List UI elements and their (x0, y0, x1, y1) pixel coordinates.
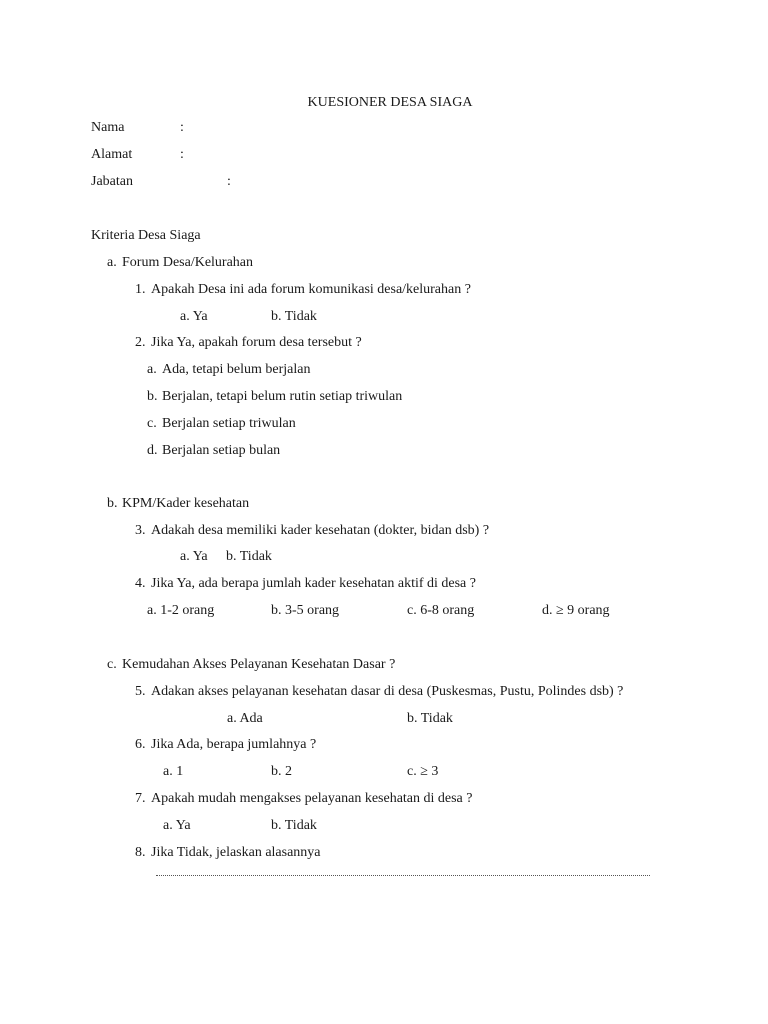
q2-option-c: Berjalan setiap triwulan (162, 416, 296, 431)
question-5-number: 5. (135, 684, 146, 699)
q2-option-d: Berjalan setiap bulan (162, 443, 281, 458)
q5-option-b: b. Tidak (407, 711, 453, 726)
question-3-number: 3. (135, 523, 146, 538)
q3-option-a: a. Ya (180, 549, 208, 564)
q1-option-a: a. Ya (180, 309, 208, 324)
label-nama: Nama (91, 120, 125, 135)
q3-option-b: b. Tidak (226, 549, 272, 564)
q4-option-c: c. 6-8 orang (407, 603, 475, 618)
colon-alamat: : (180, 147, 184, 162)
q5-option-a: a. Ada (227, 711, 263, 726)
question-4-text: Jika Ya, ada berapa jumlah kader kesehatan aktif di desa ? (151, 576, 476, 591)
question-1-number: 1. (135, 282, 146, 297)
page-title: KUESIONER DESA SIAGA (307, 95, 473, 110)
section-b-title: KPM/Kader kesehatan (122, 496, 250, 511)
q6-option-c: c. ≥ 3 (407, 764, 439, 779)
label-jabatan: Jabatan (91, 174, 133, 189)
q2-option-c-letter: c. (147, 416, 157, 431)
question-8-number: 8. (135, 845, 146, 860)
section-b-letter: b. (107, 496, 118, 511)
section-a-letter: a. (107, 255, 117, 270)
question-5-text: Adakan akses pelayanan kesehatan dasar di desa (Puskesmas, Pustu, Polindes dsb) ? (151, 684, 624, 699)
q6-option-b: b. 2 (271, 764, 292, 779)
section-a-title: Forum Desa/Kelurahan (122, 255, 254, 270)
q2-option-b: Berjalan, tetapi belum rutin setiap triwulan (162, 389, 403, 404)
q7-option-a: a. Ya (163, 818, 191, 833)
q4-option-a: a. 1-2 orang (147, 603, 215, 618)
q6-option-a: a. 1 (163, 764, 184, 779)
colon-jabatan: : (227, 174, 231, 189)
q2-option-d-letter: d. (147, 443, 158, 458)
colon-nama: : (180, 120, 184, 135)
q4-option-d: d. ≥ 9 orang (542, 603, 610, 618)
question-6-number: 6. (135, 737, 146, 752)
q2-option-a: Ada, tetapi belum berjalan (162, 362, 311, 377)
q4-option-b: b. 3-5 orang (271, 603, 340, 618)
question-1-text: Apakah Desa ini ada forum komunikasi desa/kelurahan ? (151, 282, 471, 297)
criteria-heading: Kriteria Desa Siaga (91, 228, 201, 243)
question-8-text: Jika Tidak, jelaskan alasannya (151, 845, 321, 860)
question-2-text: Jika Ya, apakah forum desa tersebut ? (151, 335, 362, 350)
question-6-text: Jika Ada, berapa jumlahnya ? (151, 737, 317, 752)
question-3-text: Adakah desa memiliki kader kesehatan (dokter, bidan dsb) ? (151, 523, 490, 538)
answer-dotted-line (156, 873, 650, 876)
q2-option-b-letter: b. (147, 389, 158, 404)
section-c-letter: c. (107, 657, 117, 672)
q1-option-b: b. Tidak (271, 309, 317, 324)
q2-option-a-letter: a. (147, 362, 157, 377)
q7-option-b: b. Tidak (271, 818, 317, 833)
question-2-number: 2. (135, 335, 146, 350)
question-7-number: 7. (135, 791, 146, 806)
section-c-title: Kemudahan Akses Pelayanan Kesehatan Dasar ? (122, 657, 396, 672)
question-4-number: 4. (135, 576, 146, 591)
question-7-text: Apakah mudah mengakses pelayanan kesehatan di desa ? (151, 791, 473, 806)
label-alamat: Alamat (91, 147, 133, 162)
